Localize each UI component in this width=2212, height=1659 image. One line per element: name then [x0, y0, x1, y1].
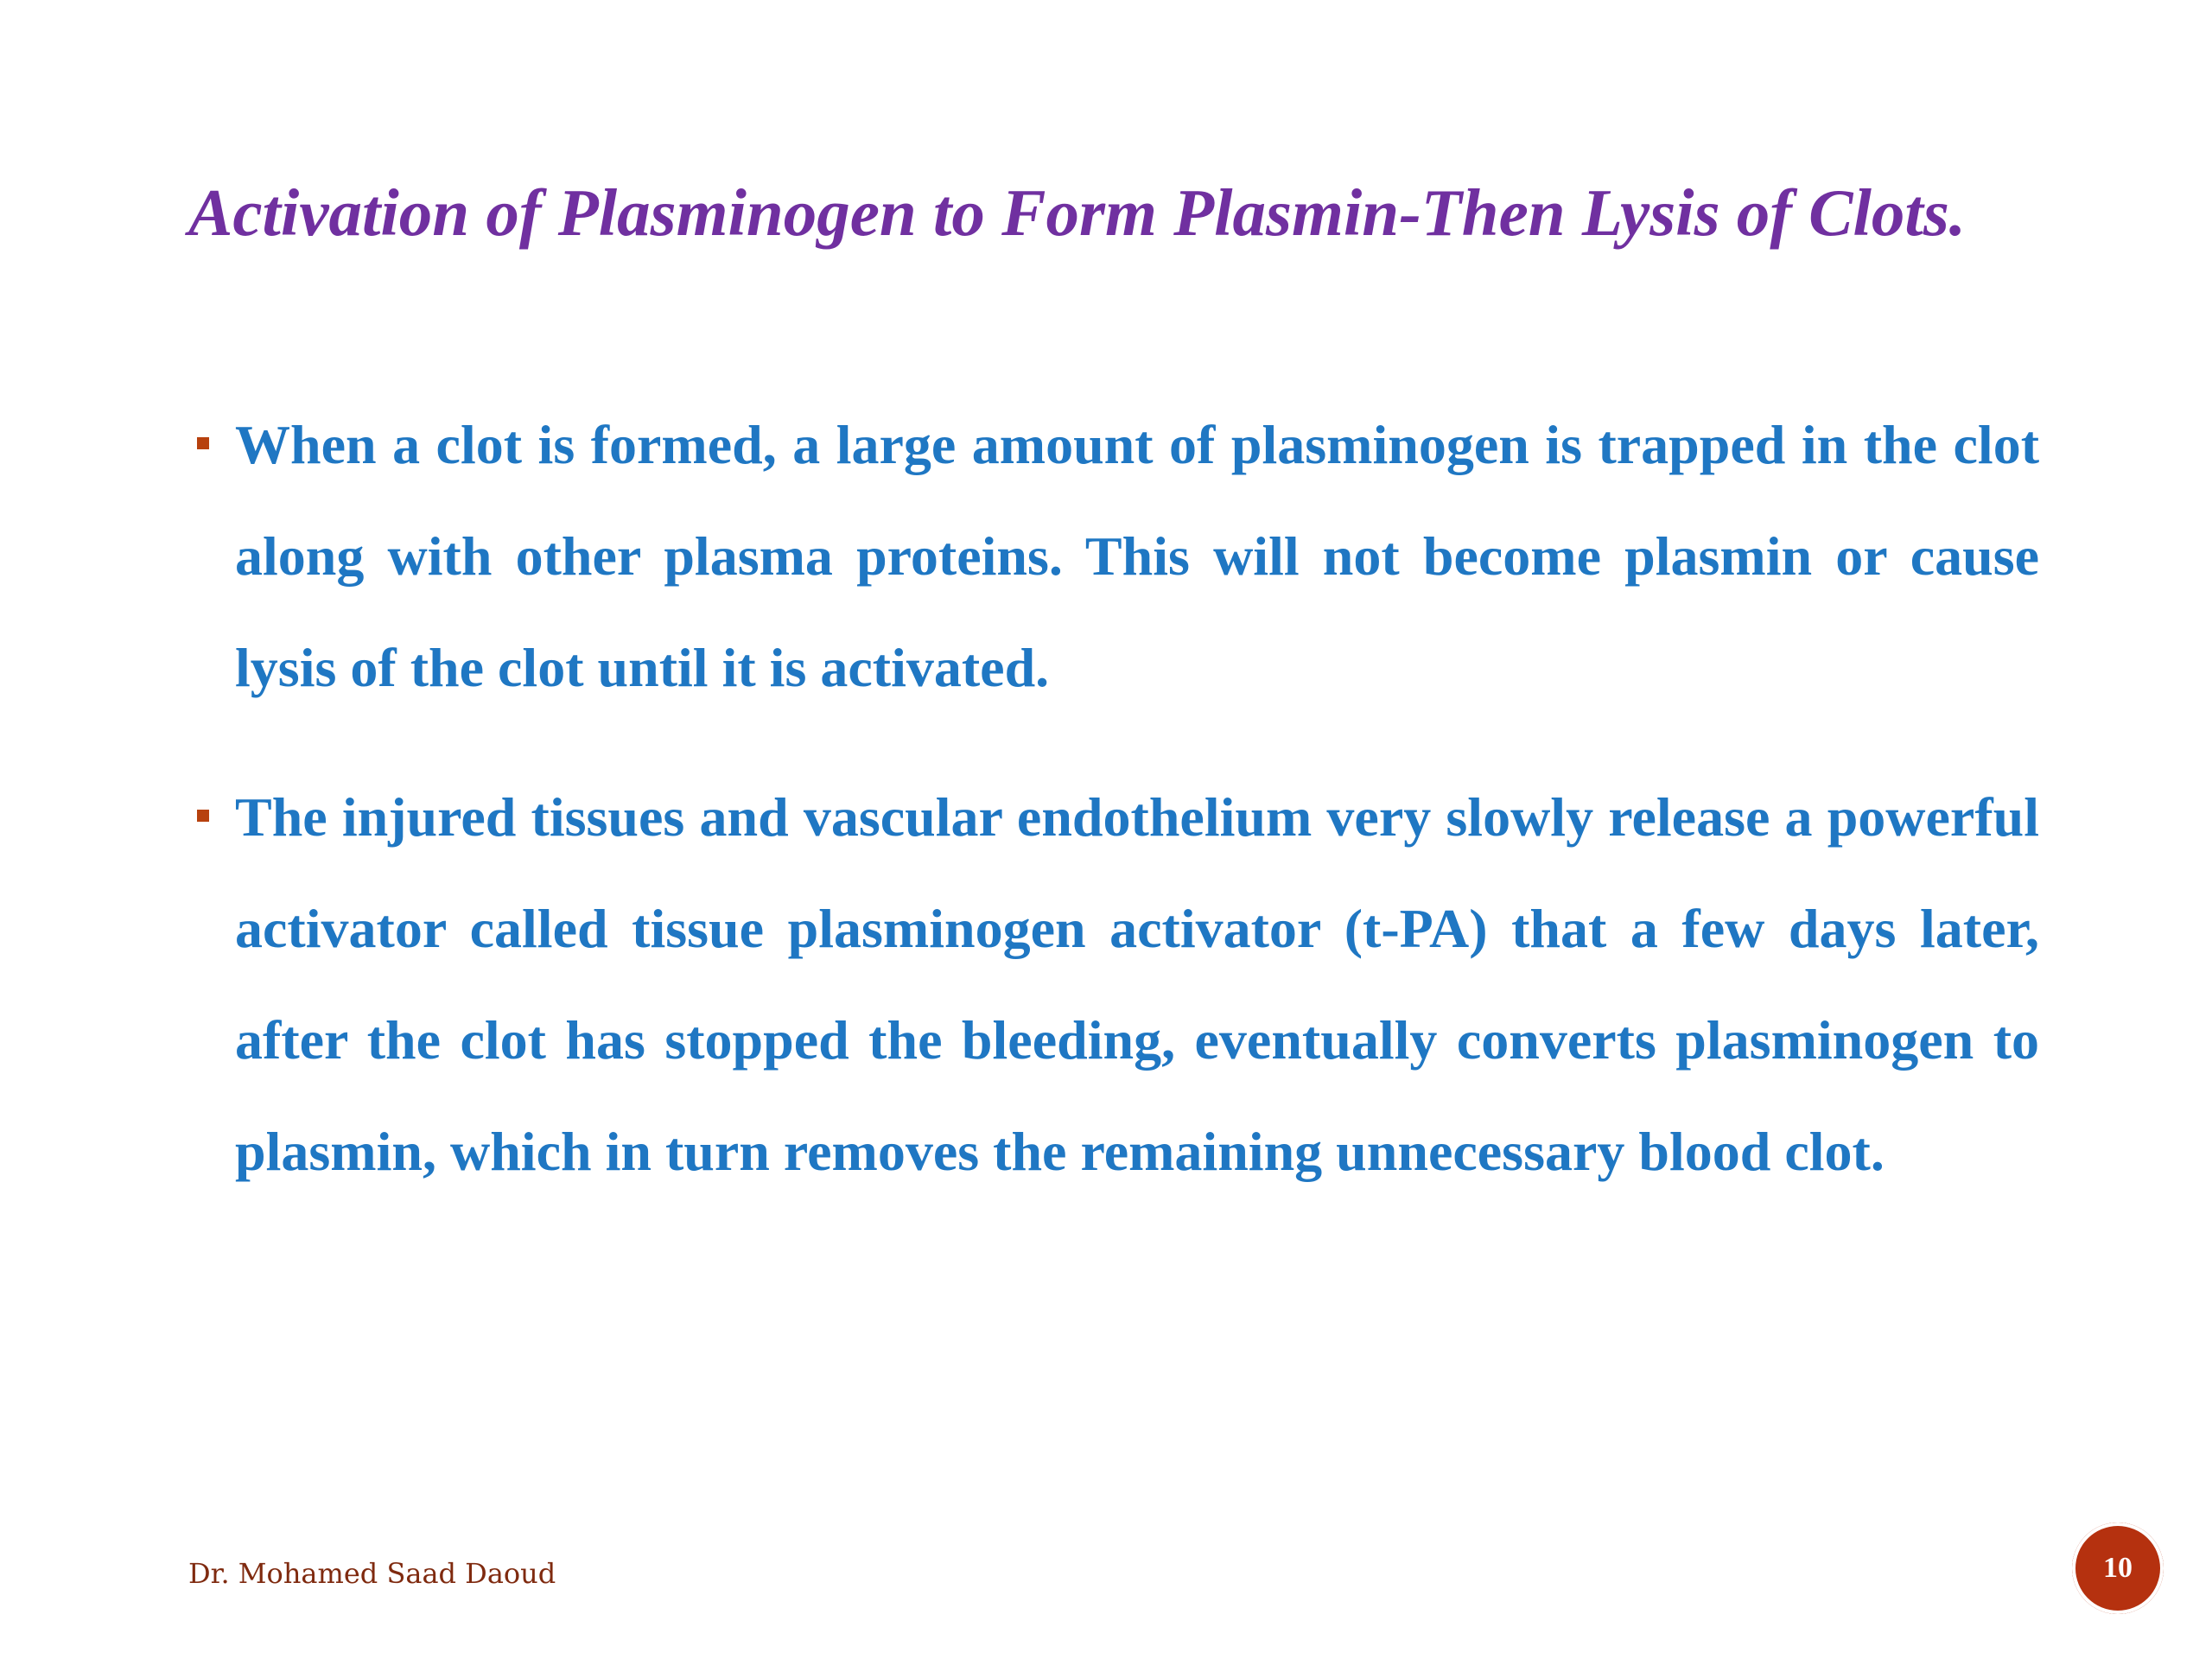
- bullet-list: [188, 389, 2039, 1245]
- bullet-text: The injured tissues and vascular endothelium very slowly release a powerful activator called tissue plasminogen activator (t-PA) that a few days later, after the clot has stopped the bleeding, eventually converts plasminogen to plasmin, which in turn removes the remaining unnecessary blood clot.: [235, 786, 2039, 1182]
- square-bullet-icon: [197, 810, 209, 822]
- footer-author: Dr. Mohamed Saad Daoud: [188, 1557, 556, 1590]
- page-number: 10: [2103, 1552, 2133, 1584]
- bullet-item: [188, 761, 2039, 1207]
- slide-title: Activation of Plasminogen to Form Plasmin-Then Lysis of Clots.: [188, 175, 1967, 250]
- page-number-badge: [2072, 1522, 2164, 1614]
- bullet-text: When a clot is formed, a large amount of plasminogen is trapped in the clot along with other plasma proteins. This will not become plasmin or cause lysis of the clot until it is activated.: [235, 414, 2039, 698]
- square-bullet-icon: [197, 437, 209, 449]
- bullet-item: [188, 389, 2039, 723]
